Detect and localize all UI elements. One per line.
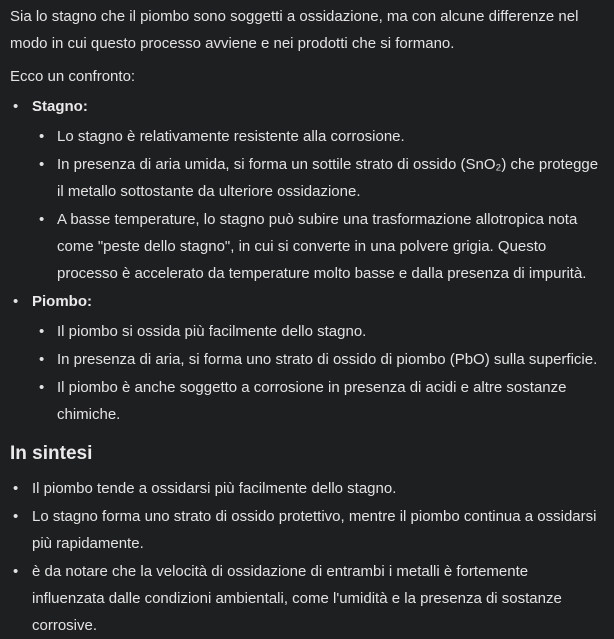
list-item: • Il piombo è anche soggetto a corrosione in presenza di acidi e altre sostanze chimiche. xyxy=(32,374,604,428)
comparison-list xyxy=(10,93,604,428)
list-item: • Lo stagno è relativamente resistente alla corrosione. xyxy=(32,123,604,150)
list-item: • è da notare che la velocità di ossidazione di entrambi i metalli è fortemente influenzata dalle condizioni ambientali, come l'umidità e la presenza di sostanze corrosive. xyxy=(10,558,604,639)
list-item: • Il piombo si ossida più facilmente dello stagno. xyxy=(32,318,604,345)
term-label-stagno: Stagno: xyxy=(32,98,88,115)
intro-paragraph: Sia lo stagno che il piombo sono soggetti a ossidazione, ma con alcune differenze nel modo in cui questo processo avviene e nei prodotti che si formano. xyxy=(10,8,579,52)
comparison-item-piombo xyxy=(10,288,604,428)
list-item: • Il piombo tende a ossidarsi più facilmente dello stagno. xyxy=(10,475,604,502)
piombo-points-list xyxy=(32,318,604,428)
summary-heading: In sintesi xyxy=(10,443,93,464)
comparison-item-stagno xyxy=(10,93,604,287)
list-item: • In presenza di aria umida, si forma un sottile strato di ossido (SnO₂) che protegge il metallo sottostante da ulteriore ossidazione. xyxy=(32,151,604,205)
summary-list xyxy=(10,475,604,639)
stagno-points-list xyxy=(32,123,604,287)
term-label-piombo: Piombo: xyxy=(32,293,92,310)
list-item: • Lo stagno forma uno strato di ossido protettivo, mentre il piombo continua a ossidarsi più rapidamente. xyxy=(10,503,604,557)
list-item: • In presenza di aria, si forma uno strato di ossido di piombo (PbO) sulla superficie. xyxy=(32,346,604,373)
list-item: • A basse temperature, lo stagno può subire una trasformazione allotropica nota come "peste dello stagno", in cui si converte in una polvere grigia. Questo processo è accelerato da temperature molto basse e dalla presenza di impurità. xyxy=(32,206,604,287)
comparison-lead-in: Ecco un confronto: xyxy=(10,68,136,85)
